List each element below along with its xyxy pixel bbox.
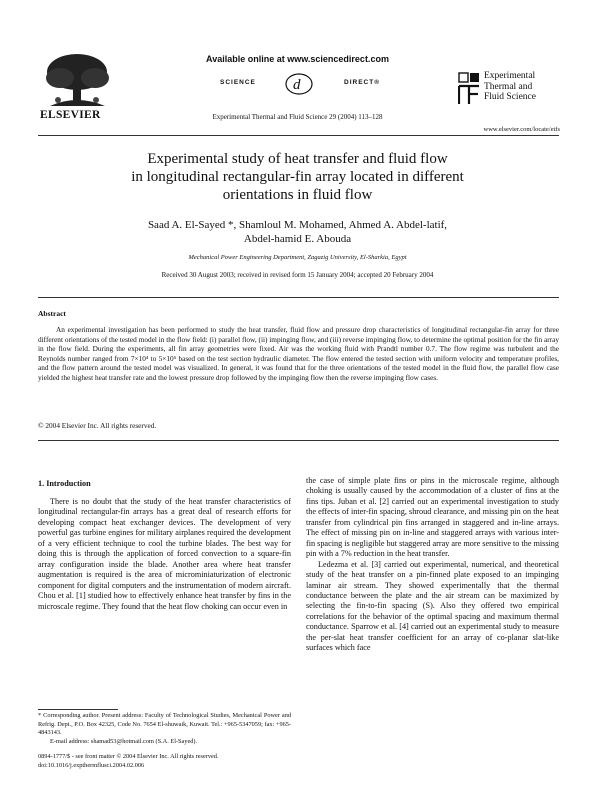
sciencedirect-right-text: DIRECT®	[344, 79, 380, 86]
journal-logo	[458, 70, 558, 115]
abstract-body: An experimental investigation has been performed to study the heat transfer, fluid flow and pressure drop characteristics of longitudinal rectangular-fin array for three different orientations of the tested model in the flow field: (i) parallel flow, (ii) impinging flow, and (iii) reverse impinging flow, to determine the optimal position for the fin array in the flow field. During the experiments, all fin array geometries were fixed. Air was the working fluid with Prandtl number 0.7. The flow regime was turbulent and the Reynolds number ranged from 7×10⁴ to 5×10⁵ based on the test section hydraulic diameter. The flow entered the tested section with uniform velocity and temperature profiles, and the flow pattern around the tested model was visualized. In general, it was found that for the three orientations of the tested model in the fluid flow, the parallel flow case yielded the highest heat transfer rate and the lowest pressure drop followed by the impinging flow then the reverse impinging flow cases.	[38, 325, 559, 382]
footnote-email[interactable]: E-mail address: shamad53@hotmail.com (S.A. El-Sayed).	[50, 737, 198, 745]
footnote-divider	[38, 709, 118, 710]
available-online-banner: Available online at www.sciencedirect.com	[206, 54, 389, 64]
doi-line[interactable]: doi:10.1016/j.expthermflusci.2004.02.006	[38, 762, 145, 769]
sciencedirect-logo	[220, 72, 380, 96]
header-divider	[38, 135, 559, 136]
corresponding-author-footnote	[38, 712, 291, 746]
paper-title: Experimental study of heat transfer and fluid flow in longitudinal rectangular-fin array located in different orientations in fluid flow	[131, 151, 464, 203]
left-column	[38, 497, 291, 612]
footnote-address: * Corresponding author. Present address: Faculty of Technological Studies, Mechanical Power and Refrig. Dept., P.O. Box 42325, Code No. 7654 El-shuwaik, Kuwait. Tel.: +965-5347059; fax: +965-4843143.	[38, 712, 291, 736]
intro-paragraph-1: There is no doubt that the study of the heat transfer characteristics of longitudinal rectangular-fin arrays has a great deal of research efforts for developing compact heat exchanger devices. The development of very powerful gas turbine engines for military airplanes required the development of a very efficient technique to cool the turbine blades. The best way for doing this is through the application of forced convection to a square-fin array configuration inside the blade. Another area where heat transfer augmentation is required is the area of microminiaturization of electronic component for digital computers and the instrumentation of modern aircraft. Chou et al. [1] studied how to effectively enhance heat transfer by fins in the microscale regime. They found that the heat flow choking can occur even in	[38, 497, 291, 611]
issn-line: 0894-1777/$ - see front matter © 2004 Elsevier Inc. All rights reserved.	[38, 753, 219, 760]
svg-text:d: d	[293, 77, 301, 93]
received-dates: Received 30 August 2003; received in revised form 15 January 2004; accepted 20 February 2004	[161, 271, 434, 279]
intro-paragraph-1-continued: the case of simple plate fins or pins in the microscale regime, although choking is usually caused by the accommodation of a cluster of fins at the fins tips. Juban et al. [2] carried out an experimental investigation to study the effects of inter-fin spacing, shroud clearance, and missing pin on the heat transfer from cylindrical pin fins arranged in staggered and in-line arrays. The effect of missing pin on in-line and staggered arrays with various inter-fin spacing is negligible but staggered array are more sensitive to the missing pin with a 7% reduction in the heat transfer.	[306, 476, 559, 559]
journal-citation: Experimental Thermal and Fluid Science 29 (2004) 113–128	[212, 113, 383, 121]
section-heading-introduction: 1. Introduction	[38, 479, 91, 488]
affiliation: Mechanical Power Engineering Department, Zagazig University, El-Sharkia, Egypt	[188, 254, 407, 261]
journal-url-link[interactable]: www.elsevier.com/locate/etfs	[483, 126, 560, 133]
title-divider	[38, 297, 559, 298]
sciencedirect-d-icon	[284, 72, 314, 96]
intro-paragraph-2: Ledezma et al. [3] carried out experimental, numerical, and theoretical study of the heat transfer on a pin-finned plate exposed to an impinging laminar air stream. They showed experimentally that the thermal conductance between the plate and the air stream can be maximized by selecting the fin-to-fin spacing (S). Also they offered two empirical correlations for the behavior of the optimal spacing and maximum thermal conductance. Sparrow et al. [4] carried out an experimental study to measure the per-slat heat transfer coefficient for an array of co-planar slat-like surfaces which face	[306, 559, 559, 653]
copyright-line: © 2004 Elsevier Inc. All rights reserved.	[38, 421, 157, 430]
publisher-name: ELSEVIER	[40, 109, 101, 121]
author-list: Saad A. El-Sayed *, Shamloul M. Mohamed, Ahmed A. Abdel-latif, Abdel-hamid E. Abouda	[147, 219, 448, 245]
abstract-divider	[38, 440, 559, 441]
right-column	[306, 476, 559, 654]
journal-emblem-icon	[458, 72, 482, 106]
journal-name: Experimental Thermal and Fluid Science	[484, 71, 536, 102]
sciencedirect-left-text: SCIENCE	[220, 79, 256, 86]
article-footer	[38, 752, 338, 770]
abstract-heading: Abstract	[38, 309, 66, 318]
